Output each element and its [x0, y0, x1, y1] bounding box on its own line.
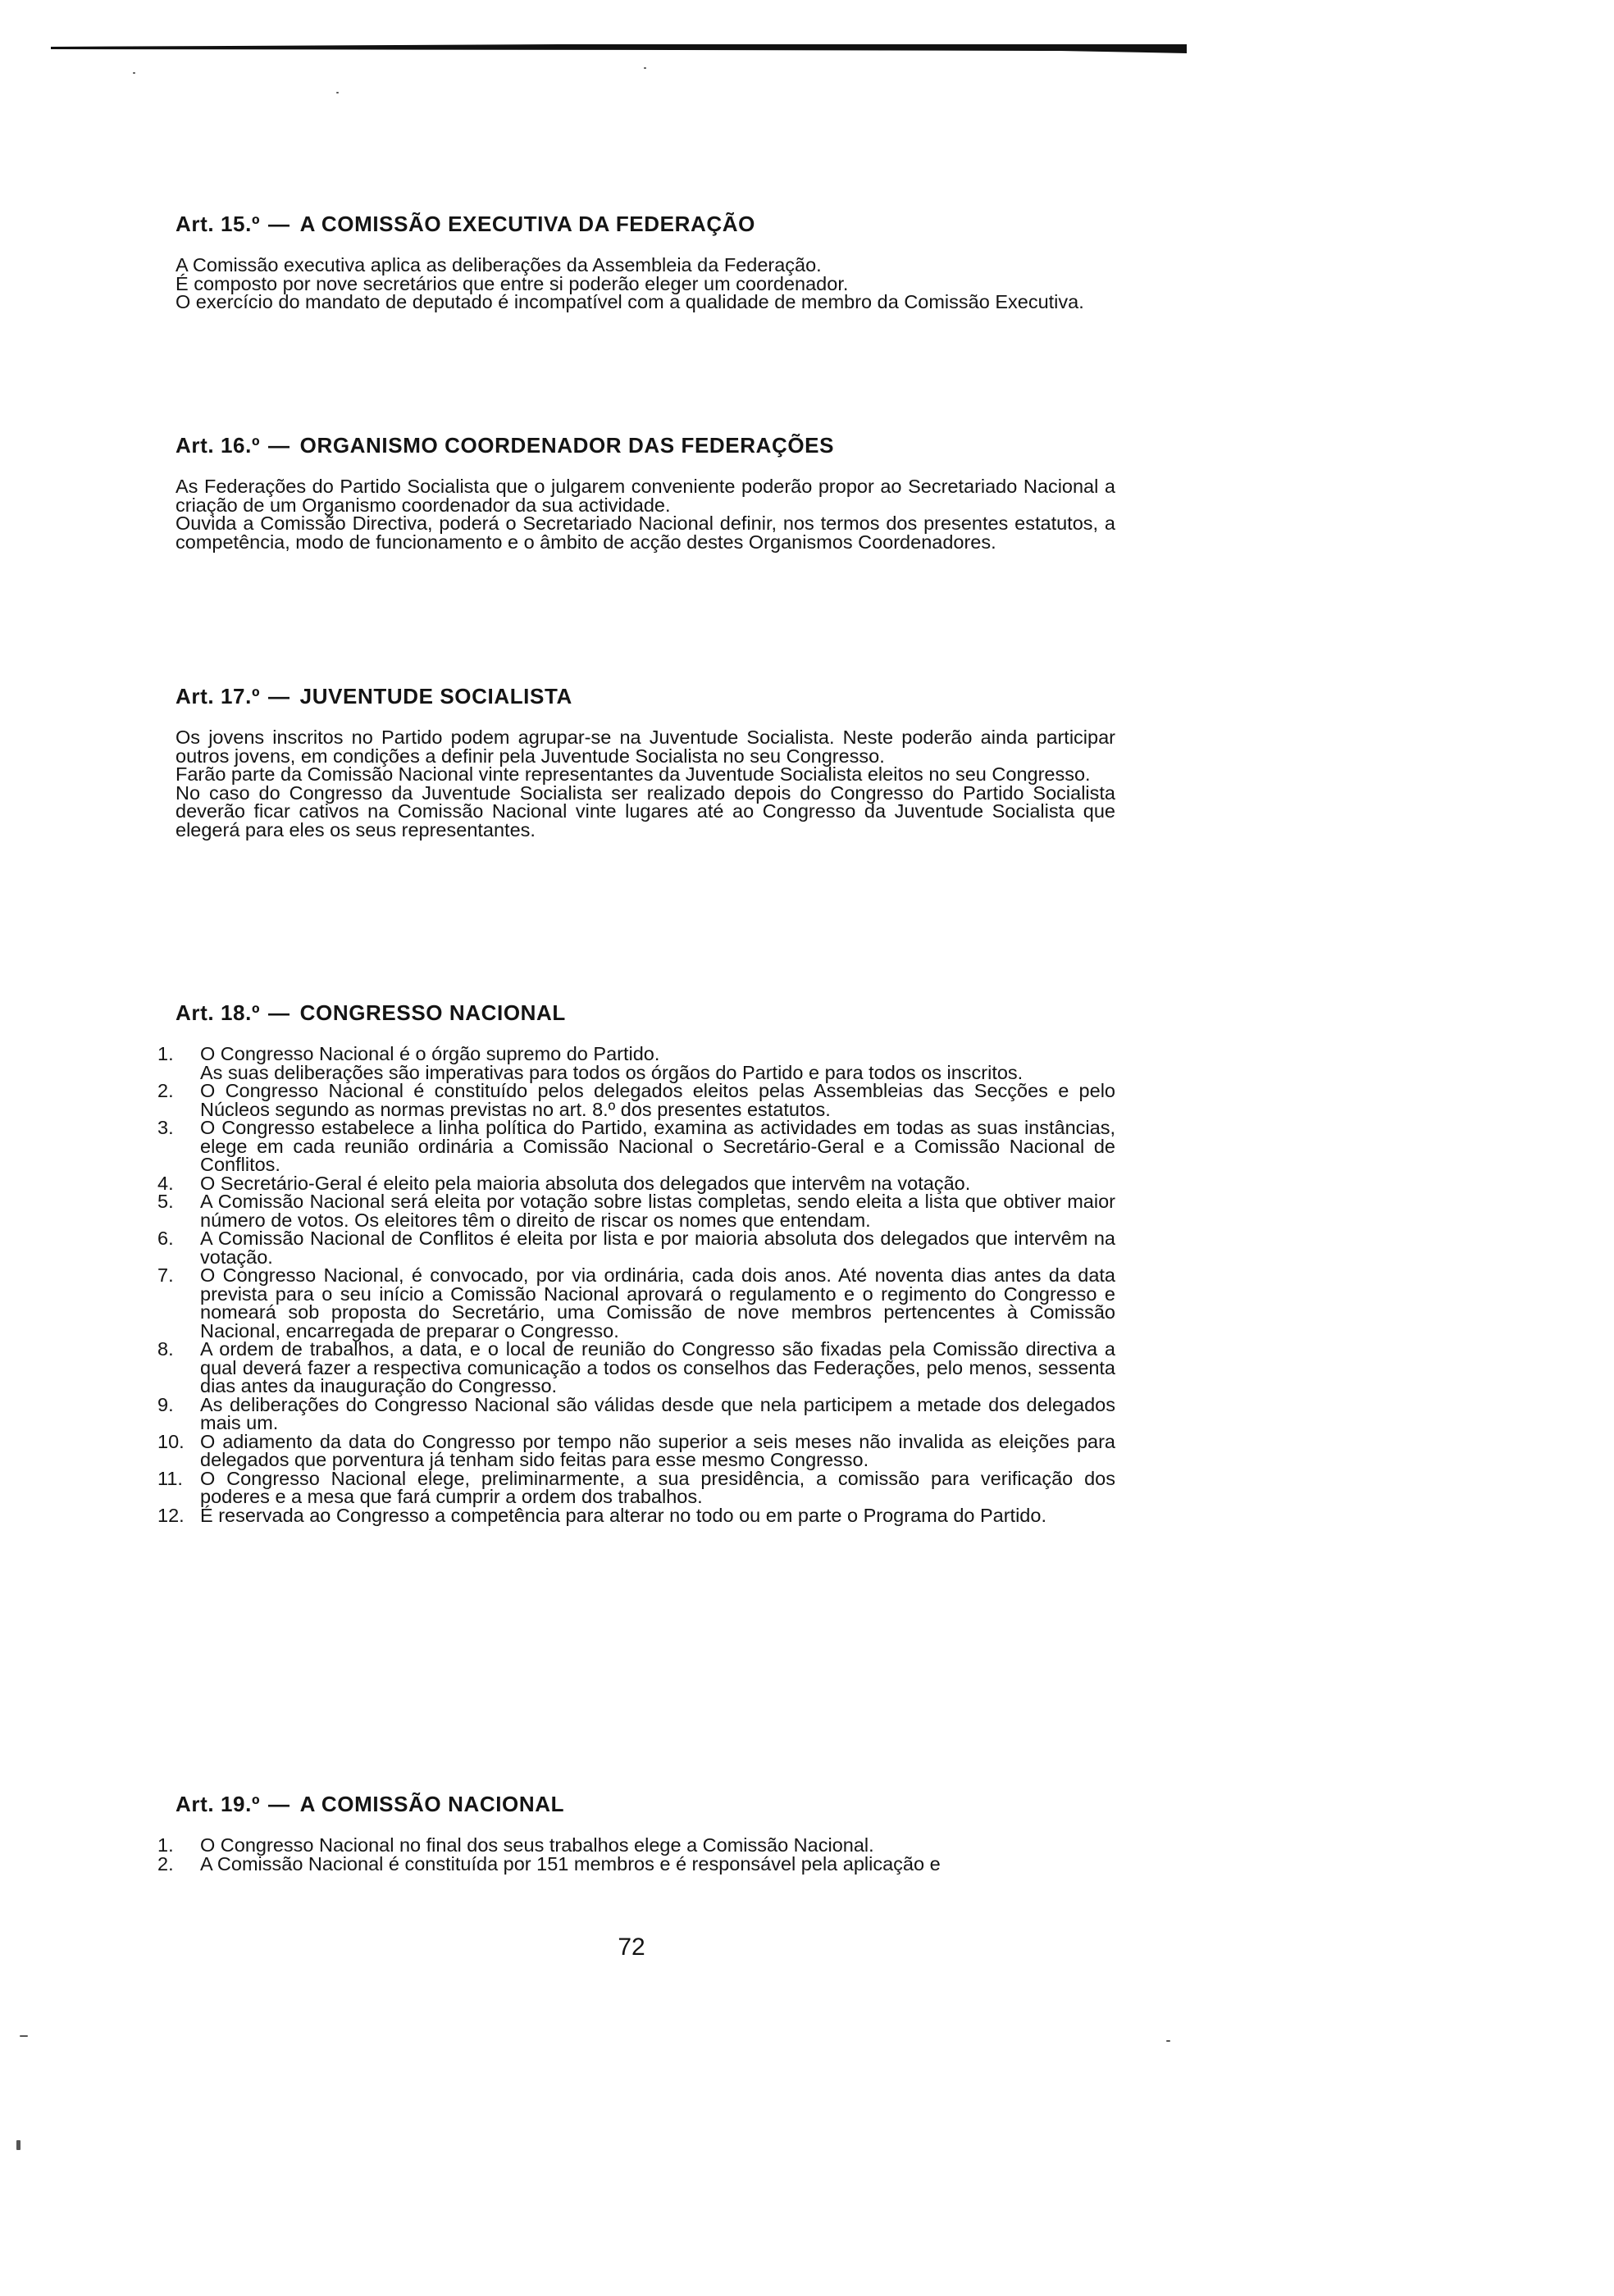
article-heading: Art. 18.º — CONGRESSO NACIONAL — [176, 1000, 566, 1025]
list-item: 12. É reservada ao Congresso a competência para alterar no todo ou em parte o Programa do Partido. — [157, 1504, 1046, 1526]
article-number: Art. 17.º — [176, 684, 261, 708]
scan-speck — [336, 92, 339, 93]
article-18 — [157, 1000, 1115, 1526]
numbered-list — [157, 1834, 1115, 1875]
article-16 — [176, 433, 1115, 551]
list-item: 6. A Comissão Nacional de Conflitos é eleita por lista e por maioria absoluta dos delegados que intervêm na votação. — [157, 1228, 1115, 1268]
article-number: Art. 19.º — [176, 1792, 261, 1816]
paragraph: Ouvida a Comissão Directiva, poderá o Secretariado Nacional definir, nos termos dos presentes estatutos, a competência, modo de funcionamento e o âmbito de acção destes Organismos Coordenadores. — [176, 512, 1115, 553]
scan-speck — [644, 67, 646, 69]
paragraph: A Comissão executiva aplica as deliberações da Assembleia da Federação. — [176, 254, 822, 276]
article-number: Art. 16.º — [176, 433, 261, 458]
article-title: JUVENTUDE SOCIALISTA — [299, 684, 572, 708]
paragraph: É composto por nove secretários que entre si poderão eleger um coordenador. — [176, 272, 849, 294]
scan-speck — [20, 2035, 28, 2037]
scan-speck — [16, 2140, 21, 2150]
list-item: 5. A Comissão Nacional será eleita por votação sobre listas completas, sendo eleita a lista que obtiver maior número de votos. Os eleitores têm o direito de riscar os nomes que entendam. — [157, 1191, 1115, 1231]
list-item: 8. A ordem de trabalhos, a data, e o local de reunião do Congresso são fixadas pela Comissão directiva a qual deverá fazer a respectiva comunicação a todos os conselhos das Federações, pelo menos, sessenta dias antes da inauguração do Congresso. — [157, 1338, 1115, 1396]
article-title: A COMISSÃO EXECUTIVA DA FEDERAÇÃO — [299, 212, 755, 236]
article-heading: Art. 17.º — JUVENTUDE SOCIALISTA — [176, 684, 572, 708]
list-item: 1. O Congresso Nacional é o órgão supremo do Partido. As suas deliberações são imperativas para todos os órgãos do Partido e para todos os inscritos. — [157, 1043, 1024, 1083]
paragraph: No caso do Congresso da Juventude Socialista ser realizado depois do Congresso do Partido Socialista deverão ficar cativos na Comissão Nacional vinte lugares até ao Congresso da Juventude Socialista que elegerá para eles os seus representantes. — [176, 781, 1115, 840]
paragraph: As Federações do Partido Socialista que o julgarem conveniente poderão propor ao Secretariado Nacional a criação de um Organismo coordenador da sua actividade. — [176, 476, 1115, 516]
list-item: 11. O Congresso Nacional elege, preliminarmente, a sua presidência, a comissão para verificação dos poderes e a mesa que fará cumprir a ordem dos trabalhos. — [157, 1467, 1115, 1507]
article-15 — [176, 212, 1115, 312]
list-item: 10. O adiamento da data do Congresso por tempo não superior a seis meses não invalida as eleições para delegados que porventura já tenham sido feitas para esse mesmo Congresso. — [157, 1430, 1115, 1470]
numbered-list — [157, 1043, 1115, 1526]
paragraph: Farão parte da Comissão Nacional vinte representantes da Juventude Socialista eleitos no seu Congresso. — [176, 763, 1091, 785]
article-title: ORGANISMO COORDENADOR DAS FEDERAÇÕES — [299, 433, 835, 458]
list-item: 9. As deliberações do Congresso Nacional são válidas desde que nela participem a metade dos delegados mais um. — [157, 1393, 1115, 1433]
page-number: 72 — [618, 1934, 645, 1961]
article-title: CONGRESSO NACIONAL — [299, 1000, 566, 1025]
article-title: A COMISSÃO NACIONAL — [299, 1792, 565, 1816]
list-item: 1. O Congresso Nacional no final dos seus trabalhos elege a Comissão Nacional. — [157, 1834, 874, 1856]
scan-speck — [1166, 2040, 1170, 2042]
scan-speck — [133, 72, 135, 74]
list-item: 4. O Secretário-Geral é eleito pela maioria absoluta dos delegados que intervêm na votação. — [157, 1172, 971, 1194]
article-17 — [176, 684, 1115, 839]
list-item: 2. A Comissão Nacional é constituída por 151 membros e é responsável pela aplicação e — [157, 1852, 941, 1875]
article-number: Art. 15.º — [176, 212, 261, 236]
article-heading: Art. 16.º — ORGANISMO COORDENADOR DAS FEDERAÇÕES — [176, 433, 835, 458]
paragraph: Os jovens inscritos no Partido podem agrupar-se na Juventude Socialista. Neste poderão ainda participar outros jovens, em condições a definir pela Juventude Socialista no seu Congresso. — [176, 727, 1115, 767]
article-19 — [157, 1792, 1115, 1875]
list-item: 7. O Congresso Nacional, é convocado, por via ordinária, cada dois anos. Até noventa dias antes da data prevista para o seu início a Comissão Nacional aprovará o regulamento e o regimento do Congresso e nomeará sob proposta do Secretário, uma Comissão de nove membros pertencentes à Comissão Nacional, encarregada de preparar o Congresso. — [157, 1264, 1115, 1342]
article-number: Art. 18.º — [176, 1000, 261, 1025]
article-heading: Art. 15.º — A COMISSÃO EXECUTIVA DA FEDERAÇÃO — [176, 212, 755, 236]
list-item: 3. O Congresso estabelece a linha política do Partido, examina as actividades em todas as suas instâncias, elege em cada reunião ordinária a Comissão Nacional o Secretário-Geral e a Comissão Nacional de Conflitos. — [157, 1117, 1115, 1175]
list-item: 2. O Congresso Nacional é constituído pelos delegados eleitos pelas Assembleias das Secções e pelo Núcleos segundo as normas previstas no art. 8.º dos presentes estatutos. — [157, 1080, 1115, 1120]
article-heading: Art. 19.º — A COMISSÃO NACIONAL — [176, 1792, 565, 1816]
paragraph: O exercício do mandato de deputado é incompatível com a qualidade de membro da Comissão Executiva. — [176, 291, 1084, 312]
top-rule — [51, 40, 1187, 55]
